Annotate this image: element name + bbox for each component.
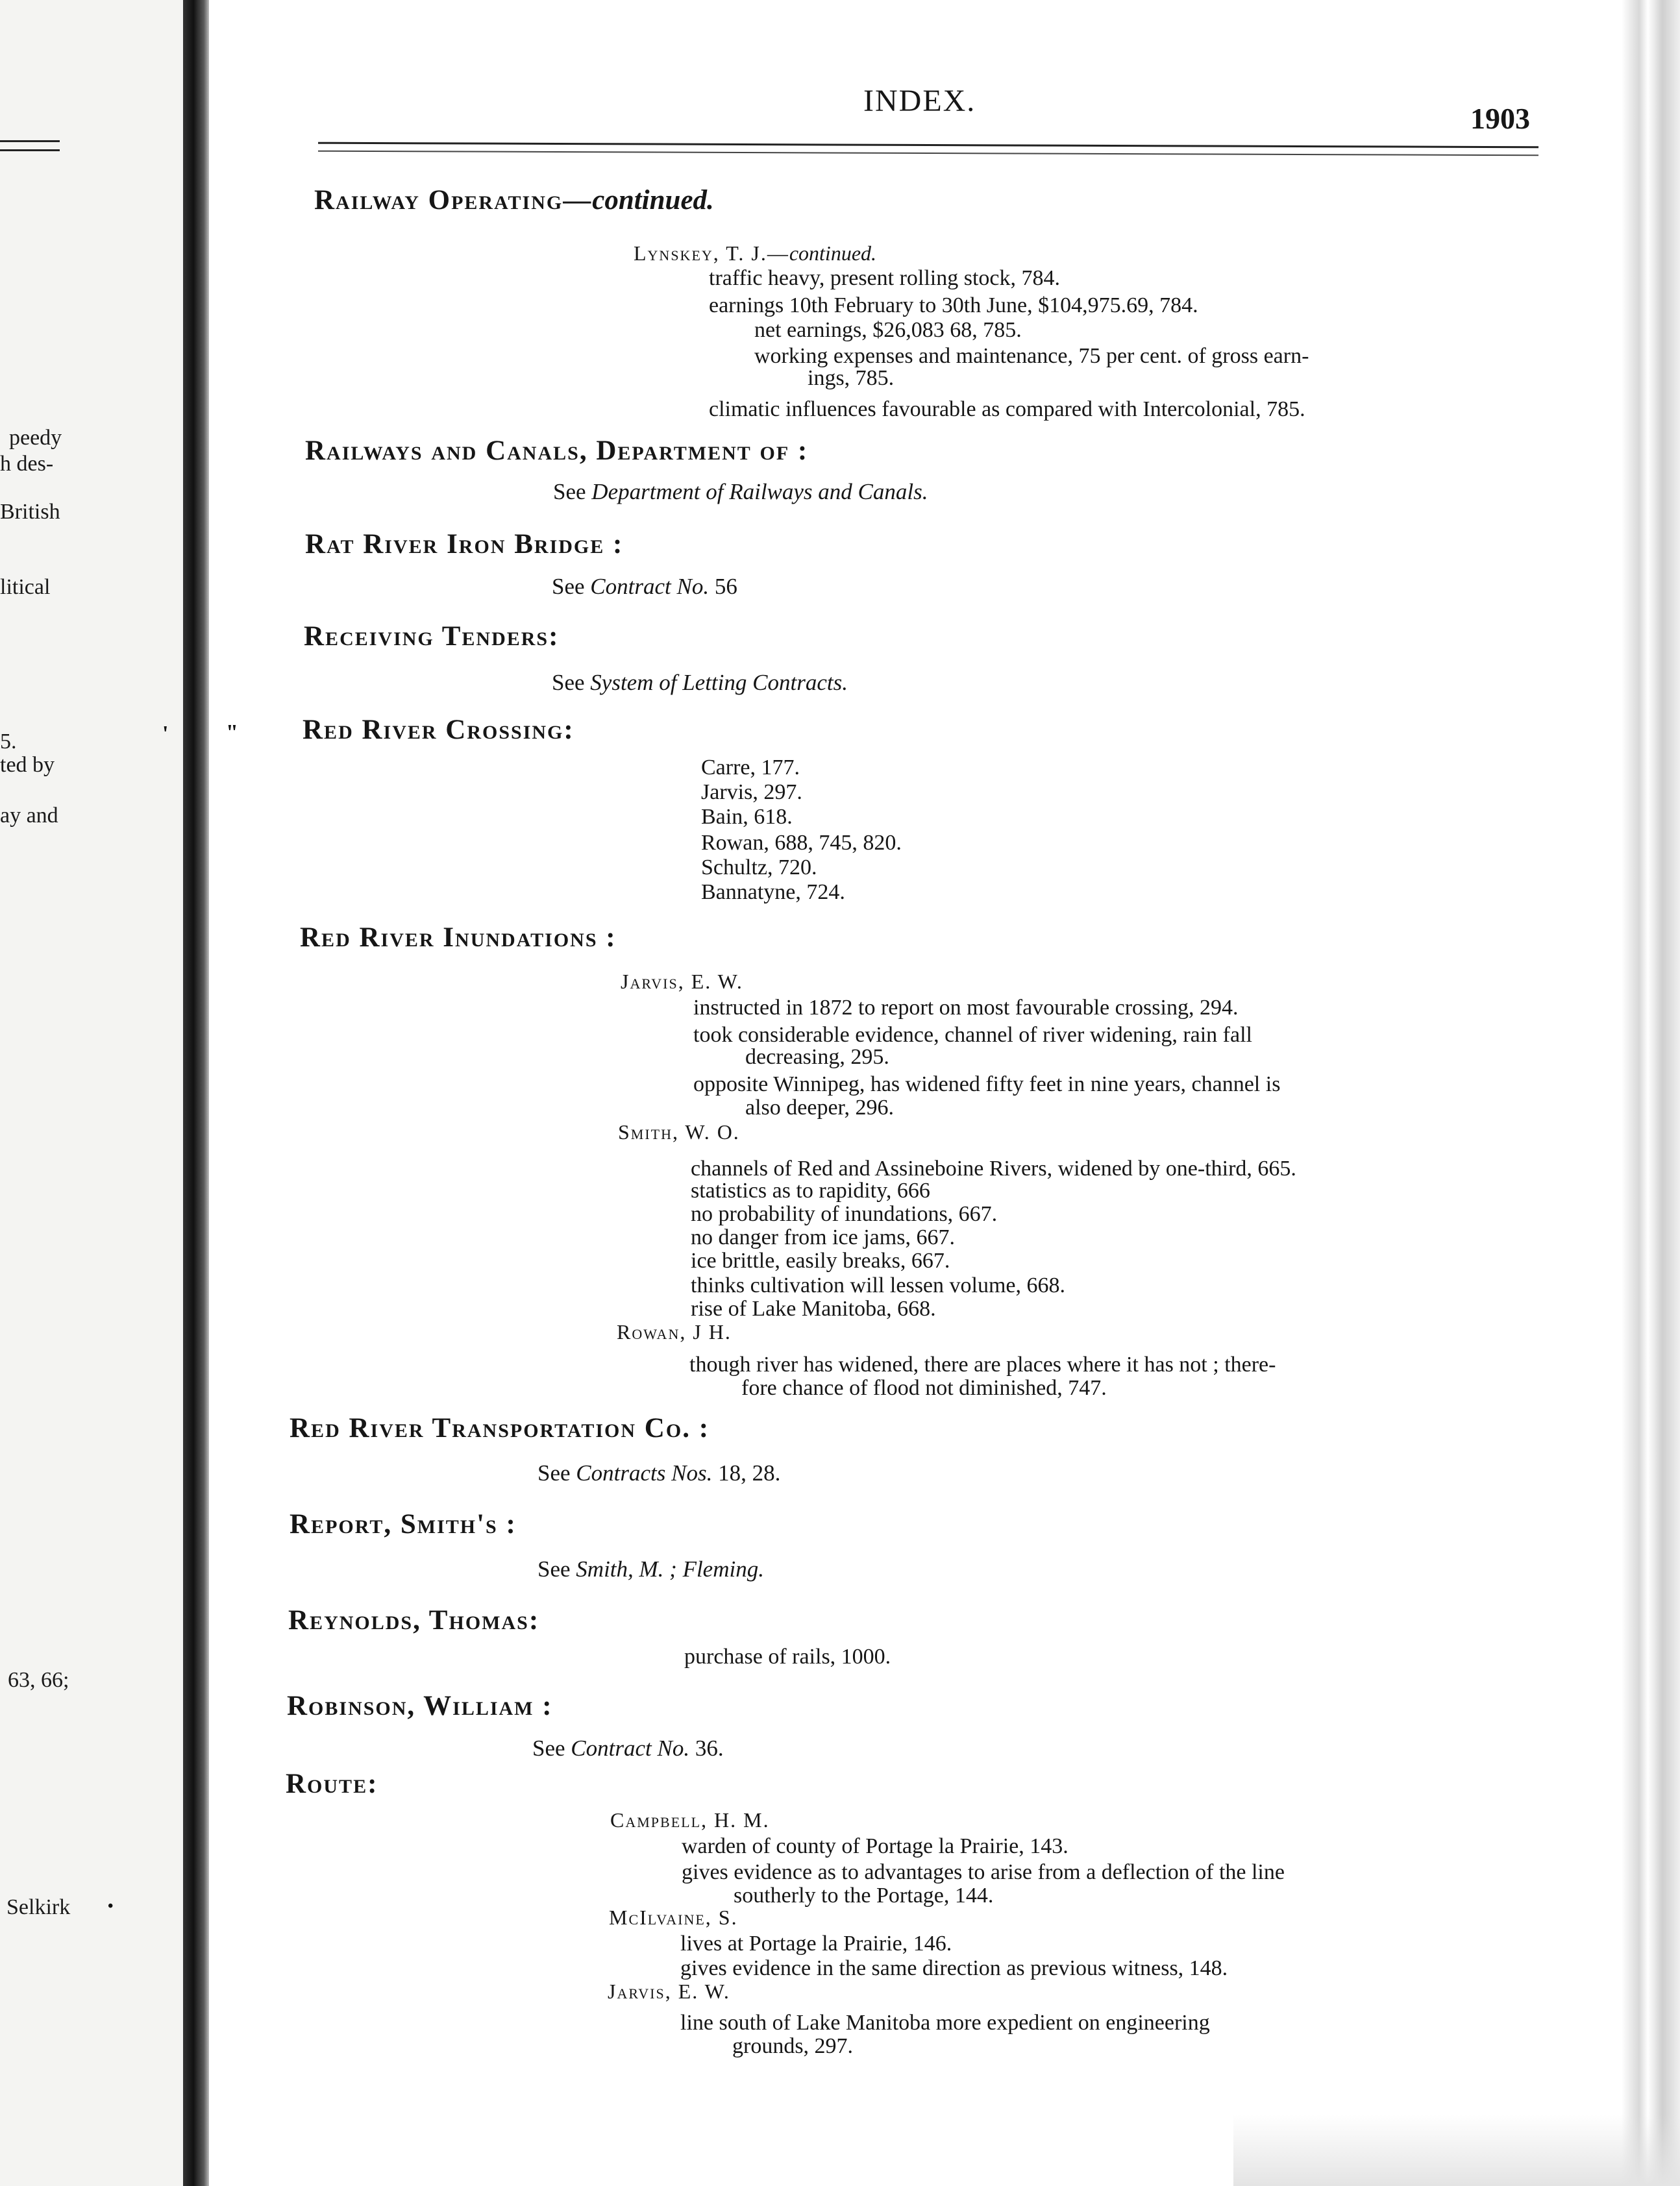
left-page-fragment: British (0, 500, 60, 524)
index-line: purchase of rails, 1000. (684, 1645, 891, 1669)
index-heading: Red River Crossing: (303, 715, 574, 745)
index-line: channels of Red and Assineboine Rivers, widened by one-third, 665. (691, 1157, 1296, 1181)
index-line: grounds, 297. (732, 2034, 854, 2058)
index-line: no danger from ice jams, 667. (691, 1225, 955, 1249)
index-line: line south of Lake Manitoba more expedient on engineering (680, 2011, 1210, 2035)
index-line: Schultz, 720. (701, 855, 817, 879)
index-line: southerly to the Portage, 144. (734, 1884, 994, 1908)
see-reference: See Smith, M. ; Fleming. (537, 1556, 764, 1582)
margin-mark: ' (162, 722, 169, 746)
index-line: ings, 785. (808, 366, 895, 390)
index-heading: Railways and Canals, Department of : (305, 436, 809, 466)
index-line: thinks cultivation will lessen volume, 668. (691, 1273, 1066, 1297)
index-heading: Reynolds, Thomas: (288, 1605, 540, 1636)
index-heading: Rat River Iron Bridge : (305, 529, 624, 559)
index-line: rise of Lake Manitoba, 668. (691, 1297, 936, 1321)
index-line: Rowan, 688, 745, 820. (701, 831, 902, 855)
index-line: climatic influences favourable as compared with Intercolonial, 785. (709, 397, 1305, 421)
index-line: lives at Portage la Prairie, 146. (680, 1932, 952, 1956)
page-number: 1903 (1470, 102, 1530, 135)
left-page-fragment: Selkirk (6, 1895, 71, 1919)
index-heading: Report, Smith's : (290, 1509, 517, 1540)
index-line: also deeper, 296. (745, 1096, 895, 1120)
index-line: gives evidence in the same direction as previous witness, 148. (680, 1956, 1228, 1980)
left-page-rule (0, 140, 60, 142)
index-line: opposite Winnipeg, has widened fifty feet in nine years, channel is (693, 1072, 1281, 1096)
index-line: Carre, 177. (701, 755, 800, 780)
page-stack-edge (1622, 0, 1680, 2186)
index-heading: Route: (286, 1769, 378, 1799)
left-page-fragment: h des- (0, 452, 54, 476)
index-line: decreasing, 295. (745, 1045, 889, 1069)
index-name: McIlvaine, S. (609, 1906, 738, 1929)
see-reference: See Contract No. 36. (532, 1736, 724, 1761)
see-reference: See System of Letting Contracts. (552, 670, 848, 695)
index-name: Rowan, J H. (617, 1320, 732, 1344)
index-heading: Receiving Tenders: (304, 621, 560, 652)
left-page-edge (0, 0, 183, 2186)
see-reference: See Contracts Nos. 18, 28. (537, 1460, 781, 1486)
index-line: net earnings, $26,083 68, 785. (754, 318, 1022, 342)
index-heading: Railway Operating—continued. (314, 185, 714, 215)
index-heading: Red River Transportation Co. : (290, 1413, 710, 1443)
page-title: INDEX. (863, 84, 976, 118)
index-line: traffic heavy, present rolling stock, 784. (709, 266, 1061, 290)
index-line: Bannatyne, 724. (701, 880, 845, 904)
book-spine (183, 0, 209, 2186)
index-name: Jarvis, E. W. (621, 970, 743, 993)
index-line: Bain, 618. (701, 805, 793, 829)
see-reference: See Contract No. 56 (552, 574, 737, 599)
index-name: Smith, W. O. (618, 1120, 740, 1144)
index-line: though river has widened, there are places where it has not ; there- (689, 1353, 1276, 1377)
page-shadow (1233, 2115, 1680, 2186)
index-heading: Red River Inundations : (300, 922, 617, 953)
left-page-fragment: 5. (0, 730, 17, 754)
index-line: instructed in 1872 to report on most favourable crossing, 294. (693, 996, 1239, 1020)
index-name: Lynskey, T. J.—continued. (634, 241, 877, 265)
index-line: fore chance of flood not diminished, 747. (741, 1376, 1107, 1400)
index-line: no probability of inundations, 667. (691, 1202, 998, 1226)
index-line: warden of county of Portage la Prairie, 143. (682, 1834, 1069, 1858)
margin-mark: " (226, 720, 238, 744)
index-name: Jarvis, E. W. (608, 1980, 730, 2003)
index-line: gives evidence as to advantages to arise from a deflection of the line (682, 1860, 1285, 1884)
index-line: statistics as to rapidity, 666 (691, 1179, 930, 1203)
index-line: took considerable evidence, channel of river widening, rain fall (693, 1023, 1252, 1047)
margin-mark: • (108, 1898, 114, 1915)
left-page-fragment: peedy (9, 426, 62, 450)
left-page-fragment: litical (0, 575, 51, 599)
index-name: Campbell, H. M. (610, 1808, 770, 1832)
see-reference: See Department of Railways and Canals. (553, 479, 928, 504)
left-page-fragment: ted by (0, 753, 55, 777)
left-page-fragment: 63, 66; (8, 1668, 69, 1692)
left-page-rule (0, 149, 60, 151)
index-heading: Robinson, William : (287, 1691, 553, 1721)
index-line: Jarvis, 297. (701, 780, 802, 804)
index-line: working expenses and maintenance, 75 per cent. of gross earn- (754, 344, 1309, 368)
left-page-fragment: ay and (0, 804, 58, 828)
index-line: earnings 10th February to 30th June, $104,975.69, 784. (709, 293, 1198, 317)
header-rule (318, 142, 1538, 156)
index-line: ice brittle, easily breaks, 667. (691, 1249, 950, 1273)
